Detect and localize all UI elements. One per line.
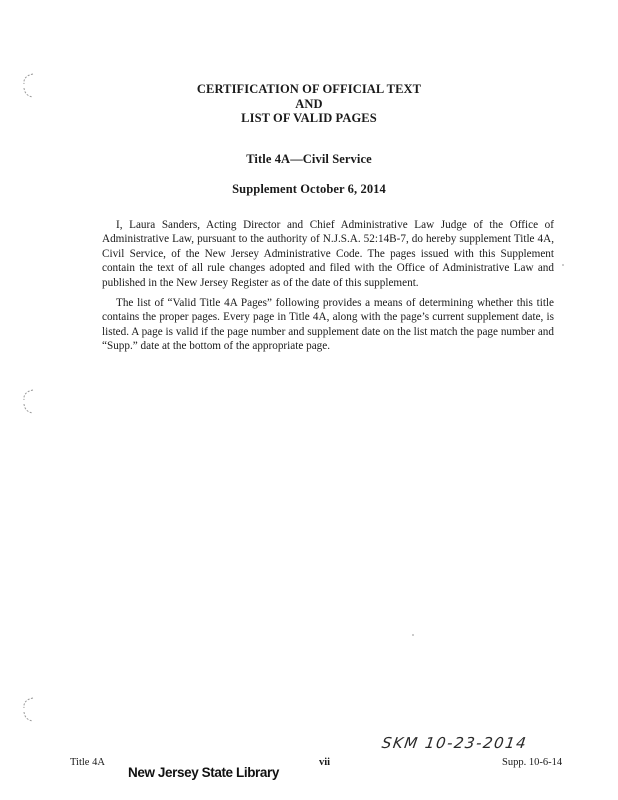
heading-supplement-date: Supplement October 6, 2014 <box>232 182 386 196</box>
binder-hole-mark-bottom <box>19 694 39 724</box>
heading-list-of-valid-pages: LIST OF VALID PAGES <box>241 111 377 125</box>
footer-title: Title 4A <box>70 757 105 768</box>
footer-supplement-date: Supp. 10-6-14 <box>502 757 563 768</box>
handwritten-note: SKM 10-23-2014 <box>380 734 529 752</box>
heading-and: AND <box>295 97 323 111</box>
body-text <box>102 218 554 354</box>
heading-title: Title 4A—Civil Service <box>246 152 372 166</box>
scan-speck <box>562 264 564 266</box>
scan-speck <box>412 634 414 636</box>
certification-paragraph: I, Laura Sanders, Acting Director and Chief Administrative Law Judge of the Office of Administrative Law, pursuant to the authority of N.J.S.A. 52:14B-7, do hereby supplement Title 4A, Civil Service, of the New Jersey Administrative Code. The pages issued with this Supplement contain the text of all rule changes adopted and filed with the Office of Administrative Law and published in the New Jersey Register as of the date of this supplement. <box>102 219 554 289</box>
binder-hole-mark-middle <box>19 386 39 416</box>
valid-pages-paragraph: The list of “Valid Title 4A Pages” following provides a means of determining whether this title contains the proper pages. Every page in Title 4A, along with the page’s current supplement date, is listed. A page is valid if the page number and supplement date on the list match the page number and “Supp.” date at the bottom of the appropriate page. <box>102 297 554 353</box>
library-stamp: New Jersey State Library <box>128 765 279 780</box>
footer-page-number: vii <box>319 757 331 768</box>
heading-certification: CERTIFICATION OF OFFICIAL TEXT <box>196 82 422 96</box>
